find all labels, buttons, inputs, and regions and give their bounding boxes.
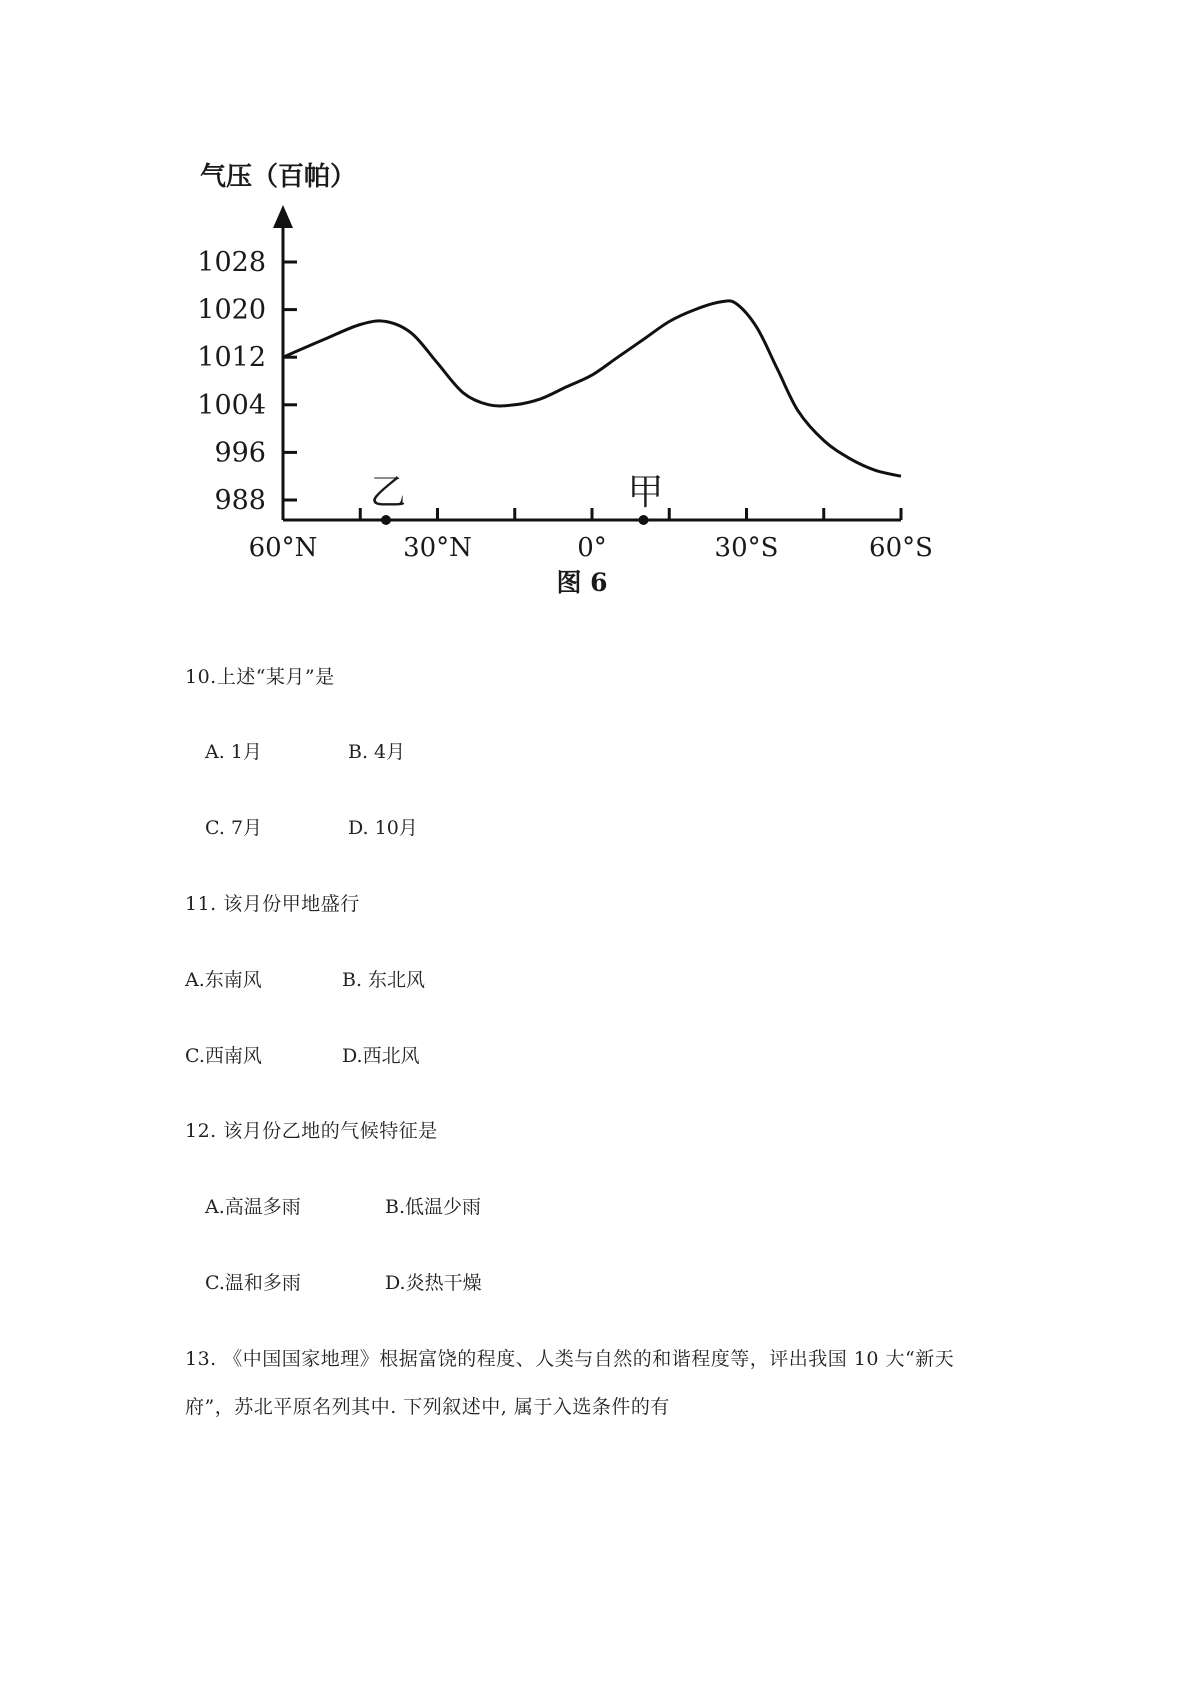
point-label: 乙 (369, 472, 407, 513)
question-11-option-a[interactable]: A.东南风 (185, 969, 262, 991)
question-13-stem-line-1: 13. 《中国国家地理》根据富饶的程度、人类与自然的和谐程度等，评出我国 10 大“新天 (185, 1348, 955, 1370)
question-10-option-c[interactable]: C. 7月 (205, 817, 263, 839)
question-11-option-d[interactable]: D.西北风 (342, 1045, 420, 1067)
x-tick-label: 60°S (869, 533, 933, 563)
figure-caption: 图 6 (556, 568, 608, 597)
point-marker (381, 515, 391, 525)
question-11-stem: 11. 该月份甲地盛行 (185, 893, 360, 915)
question-12-stem: 12. 该月份乙地的气候特征是 (185, 1120, 438, 1142)
question-11-option-b[interactable]: B. 东北风 (342, 969, 426, 991)
y-axis-title: 气压（百帕） (200, 162, 357, 192)
question-10-option-d[interactable]: D. 10月 (348, 817, 418, 839)
question-12-option-c[interactable]: C.温和多雨 (205, 1272, 301, 1294)
pressure-chart (0, 0, 1200, 620)
y-tick-label: 1004 (197, 389, 266, 421)
y-axis-arrow (273, 205, 293, 228)
question-12-option-b[interactable]: B.低温少雨 (385, 1196, 482, 1218)
question-10-option-b[interactable]: B. 4月 (348, 741, 406, 763)
pressure-curve (283, 301, 901, 476)
y-tick-label: 1020 (197, 294, 266, 326)
question-10-stem: 10.上述“某月”是 (185, 666, 335, 688)
question-12-option-a[interactable]: A.高温多雨 (205, 1196, 301, 1218)
x-tick-label: 30°S (714, 533, 779, 563)
x-tick-label: 60°N (248, 533, 318, 563)
point-marker (639, 515, 649, 525)
question-10-option-a[interactable]: A. 1月 (205, 741, 262, 763)
y-tick-label: 996 (214, 437, 266, 469)
question-11-option-c[interactable]: C.西南风 (185, 1045, 262, 1067)
y-tick-label: 1028 (197, 247, 266, 278)
x-tick-label: 0° (577, 533, 607, 563)
question-13-stem-line-2: 府”，苏北平原名列其中. 下列叙述中, 属于入选条件的有 (185, 1396, 670, 1418)
point-label: 甲 (627, 472, 664, 513)
question-12-option-d[interactable]: D.炎热干燥 (385, 1272, 482, 1294)
y-tick-label: 988 (214, 485, 266, 516)
y-tick-label: 1012 (197, 342, 266, 374)
x-tick-label: 30°N (403, 533, 472, 563)
